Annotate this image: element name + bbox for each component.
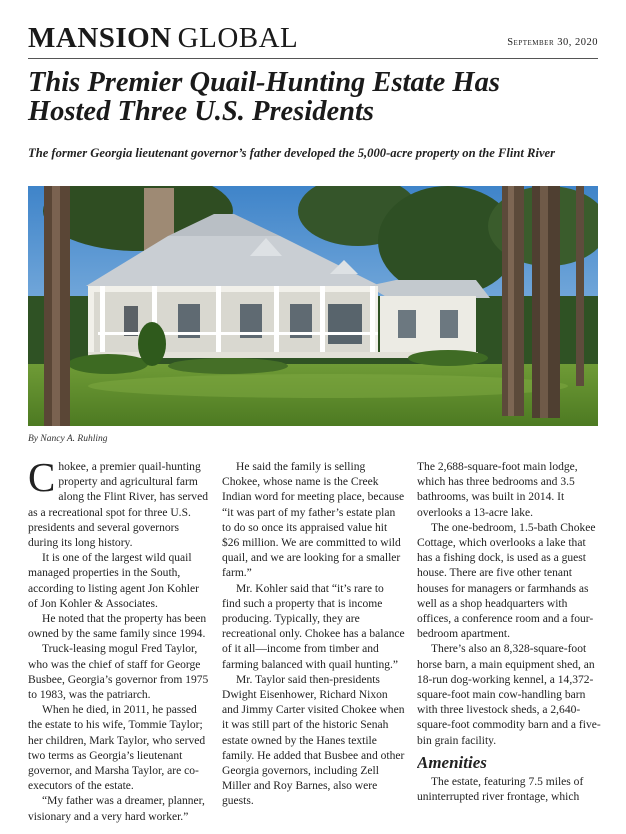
byline: By Nancy A. Ruhling [28,434,108,444]
section-subhead: Amenities [417,752,487,772]
article-column-2 [222,460,405,834]
brand-name-bold: MANSION [28,22,172,54]
body-paragraph: Truck-leasing mogul Fred Taylor, who was the chief of staff for George Busbee, Georgia’s governor from 1975 to 1983, was the patriarch. [28,643,209,702]
lead-paragraph [28,460,211,551]
body-paragraph: The estate, featuring 7.5 miles of uninterrupted river frontage, which [417,775,584,804]
body-paragraph: When he died, in 2011, he passed the estate to his wife, Tommie Taylor; her children, Mark Taylor, who served two terms as Georgia’s lieutenant governor, and Marsha Taylor, are co-executors of the estate. [28,704,206,793]
masthead-divider [28,58,598,59]
body-paragraph: Mr. Kohler said that “it’s rare to find such a property that is income producing. Typically, they are recreational only. Chokee has a balance of it all—income from timber and farming balanced with quail hunting.” [222,582,405,671]
brand-name-light: GLOBAL [177,22,299,54]
article-headline [28,68,598,126]
body-paragraph: He said the family is selling Chokee, whose name is the Creek Indian word for meeting place, because “it was part of my father’s estate plan to do so once its appraised value hit $26 million. We are committed to wild quail, and we are looking for a smaller farm.” [222,461,405,580]
body-paragraph: He noted that the property has been owned by the same family since 1994. [28,613,207,641]
headline-line-2: Hosted Three U.S. Presidents [28,96,374,127]
brand-logo[interactable] [28,22,298,55]
body-paragraph: Mr. Taylor said then-presidents Dwight Eisenhower, Richard Nixon and Jimmy Carter visited Chokee when it was still part of the historic Senah estate owned by the Hanes textile family. He added that Busbee and other Georgia governors, including Zell Miller and Roy Barnes, also were guests. [222,673,405,808]
article-column-1 [28,460,211,834]
article-dek: The former Georgia lieutenant governor’s father developed the 5,000-acre property on the Flint River [28,146,556,160]
body-paragraph: There’s also an 8,328-square-foot horse barn, a main equipment shed, an 18-run dog-working kennel, a 14,372-square-foot main cow-handling barn with three livestock sheds, a 2,640-square-foot commodity barn and a five-bin grain facility. [417,643,601,747]
lead-paragraph-text: hokee, a premier quail-hunting property and agricultural farm along the Flint River, has served as a recreational spot for three U.S. presidents and several governors during its long history. [28,461,208,550]
body-paragraph: The 2,688-square-foot main lodge, which has three bedrooms and 3.5 bathrooms, was built in 2014. It overlooks a 13-acre lake. [417,461,578,519]
masthead [28,22,598,56]
body-paragraph: “My father was a dreamer, planner, visionary and a very hard worker.” [28,795,205,823]
estate-photo [28,186,598,426]
article-column-3 [417,460,601,834]
drop-cap: C [28,460,56,500]
body-paragraph: The one-bedroom, 1.5-bath Chokee Cottage, which overlooks a lake that has a fishing dock, is used as a guest house. There are five other tenant houses for managers or farmhands as well as a shop headquarters with offices, a conference room and a four-bedroom apartment. [417,521,596,641]
body-paragraph: It is one of the largest wild quail managed properties in the South, according to listing agent Jon Kohler of Jon Kohler & Associates. [28,552,199,610]
estate-photo-illustration [28,186,598,426]
issue-date: September 30, 2020 [507,37,598,48]
headline-line-1: This Premier Quail-Hunting Estate Has [28,67,500,98]
